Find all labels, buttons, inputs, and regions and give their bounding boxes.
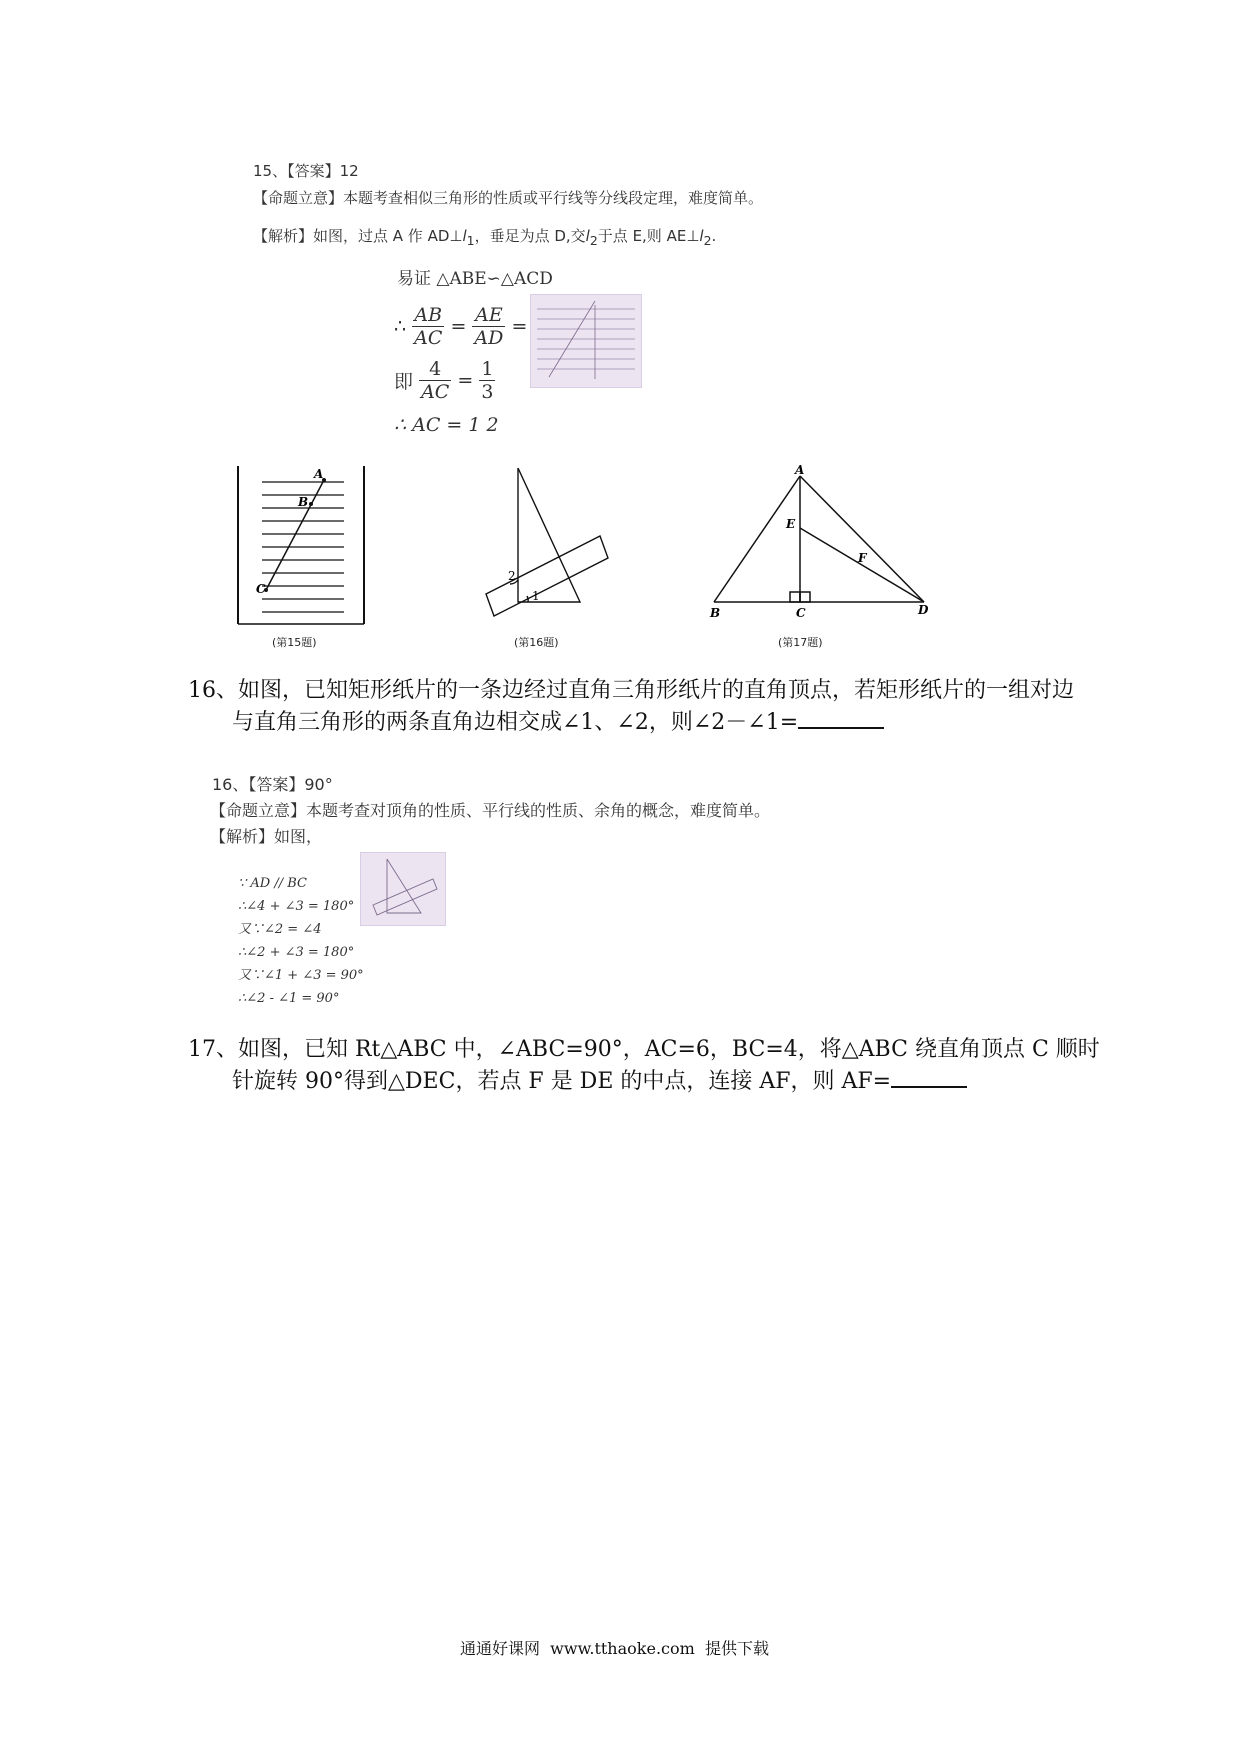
q15-easy-prove: 易证 △ABE∽△ACD — [397, 269, 553, 289]
q16-step: 又∵∠2 = ∠4 — [238, 922, 322, 937]
frac-num: 4 — [429, 358, 442, 380]
q16-step: ∵ AD // BC — [238, 876, 307, 891]
q15-ratio-line — [394, 304, 550, 349]
q15-l-sub: 2 — [703, 233, 712, 248]
frac-den: AC — [421, 381, 450, 403]
therefore-symbol: ∴ — [394, 315, 407, 338]
fig17-label-e: E — [786, 517, 796, 531]
frac-den: 3 — [481, 381, 494, 403]
fig15-label-a: A — [314, 467, 324, 481]
q16-steps — [238, 872, 364, 1010]
fraction-ab-ac — [412, 304, 444, 349]
q15-analysis-figure-svg — [531, 295, 641, 387]
frac-num: AB — [414, 304, 443, 326]
q16-step: ∴∠4 + ∠3 = 180° — [238, 899, 355, 914]
frac-num: AE — [475, 304, 503, 326]
fig15-label-b: B — [298, 495, 309, 509]
fig17-label-b: B — [710, 606, 721, 620]
fig16-caption: (第16题) — [514, 636, 559, 649]
q16-step: 又∵∠1 + ∠3 = 90° — [238, 968, 364, 983]
fig15-label-c: C — [256, 582, 266, 596]
q17-question-line2 — [232, 1065, 967, 1099]
q16-purpose: 【命题立意】本题考查对顶角的性质、平行线的性质、余角的概念，难度简单。 — [210, 801, 771, 820]
q15-purpose: 【命题立意】本题考查相似三角形的性质或平行线等分线段定理，难度简单。 — [253, 189, 764, 207]
q16-step: ∴∠2 + ∠3 = 180° — [238, 945, 355, 960]
q15-l-symbol: l — [699, 227, 704, 245]
frac-den: AC — [414, 327, 443, 349]
frac-num: 1 — [481, 358, 494, 380]
q15-analysis-pre: 【解析】如图，过点 A 作 AD⊥ — [253, 227, 463, 245]
equals-sign: = — [457, 369, 474, 392]
q15-result: ∴ AC = 1 2 — [394, 414, 499, 436]
equals-sign: = — [450, 315, 467, 338]
q15-analysis-mid: ，垂足为点 D,交 — [474, 227, 586, 245]
fraction-one-third — [479, 358, 495, 403]
q15-analysis-end: . — [711, 227, 717, 245]
frac-den: AD — [474, 327, 504, 349]
equals-sign: = — [511, 315, 528, 338]
q15-analysis — [253, 225, 716, 248]
fig16-angle-2: 2 — [508, 569, 516, 583]
q17-answer-blank — [891, 1086, 967, 1088]
fig17-label-c: C — [796, 606, 806, 620]
fraction-ae-ad — [472, 304, 505, 349]
fig15-caption: (第15题) — [272, 636, 317, 649]
ji-label: 即 — [394, 371, 414, 393]
fig17-label-f: F — [858, 551, 867, 565]
q16-analysis: 【解析】如图， — [210, 827, 323, 846]
fig17-label-a: A — [795, 463, 805, 477]
q15-ji-line — [394, 358, 495, 403]
q17-question-text: 针旋转 90°得到△DEC，若点 F 是 DE 的中点，连接 AF，则 AF= — [232, 1069, 892, 1094]
fig16-angle-1: 1 — [532, 589, 540, 603]
q16-answer-blank — [798, 727, 884, 729]
q16-step: ∴∠2 - ∠1 = 90° — [238, 991, 340, 1006]
q15-answer-heading: 15、【答案】12 — [253, 162, 359, 180]
q16-analysis-figure-svg — [361, 853, 445, 925]
q15-l-sub: 1 — [466, 233, 475, 248]
q17-question-line1: 17、如图，已知 Rt△ABC 中，∠ABC=90°，AC=6，BC=4，将△ABC 绕直角顶点 C 顺时 — [188, 1037, 1100, 1062]
q15-l-sub: 2 — [589, 233, 598, 248]
figure-17 — [700, 462, 940, 622]
q15-l-symbol: l — [585, 227, 590, 245]
q16-question-line2 — [232, 706, 884, 740]
q15-analysis-figure — [530, 294, 642, 388]
q16-answer-heading: 16、【答案】90° — [212, 775, 333, 794]
q16-question-text: 与直角三角形的两条直角边相交成∠1、∠2，则∠2－∠1= — [232, 710, 799, 735]
q16-question-line1: 16、如图，已知矩形纸片的一条边经过直角三角形纸片的直角顶点，若矩形纸片的一组对边 — [188, 678, 1074, 703]
q16-analysis-figure — [360, 852, 446, 926]
q15-l-symbol: l — [462, 227, 467, 245]
figure-15 — [236, 462, 371, 630]
fig17-label-d: D — [918, 603, 929, 617]
figure-16 — [470, 462, 610, 630]
fraction-4-ac — [419, 358, 451, 403]
fig17-caption: (第17题) — [778, 636, 823, 649]
page-footer: 通通好课网 www.tthaoke.com 提供下载 — [460, 1639, 769, 1658]
q15-analysis-mid2: 于点 E,则 AE⊥ — [597, 227, 700, 245]
